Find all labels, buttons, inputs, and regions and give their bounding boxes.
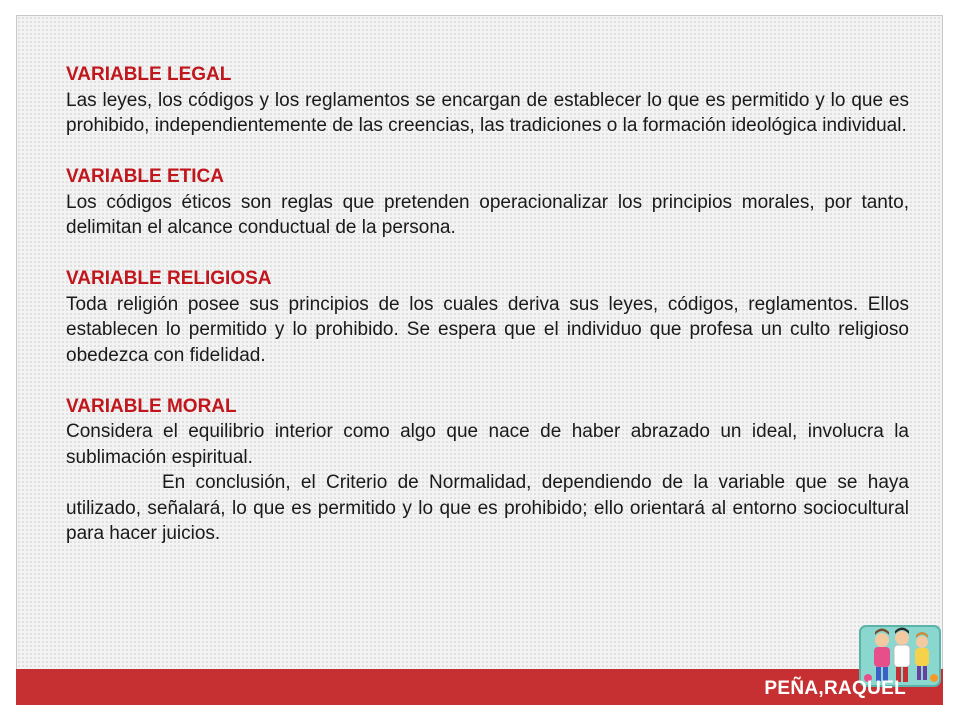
heading-legal: VARIABLE LEGAL: [66, 64, 232, 85]
heading-religiosa: VARIABLE RELIGIOSA: [66, 268, 272, 289]
paragraph-moral: Considera el equilibrio interior como algo que nace de haber abrazado un ideal, involucra la sublimación espiritual.: [66, 421, 909, 468]
heading-etica: VARIABLE ETICA: [66, 166, 224, 187]
spacer: [66, 368, 909, 394]
paragraph-conclusion: En conclusión, el Criterio de Normalidad, dependiendo de la variable que se haya utilizado, señalará, lo que es permitido y lo que es prohibido; ello orientará al entorno sociocultural para hacer juicios.: [66, 472, 909, 544]
spacer: [66, 139, 909, 165]
heading-moral: VARIABLE MORAL: [66, 395, 237, 417]
paragraph-religiosa: Toda religión posee sus principios de los cuales deriva sus leyes, códigos, reglamentos. Ellos establecen lo permitido y lo prohibido. Se espera que el individuo que profesa un culto religioso obedezca con fidelidad.: [66, 293, 909, 366]
paragraph-legal: Las leyes, los códigos y los reglamentos se encargan de establecer lo que es permitido y lo que es prohibido, independientemente de las creencias, las tradiciones o la formación ideológica individual.: [66, 89, 909, 136]
spacer: [66, 241, 909, 267]
author-name: PEÑA,RAQUEL: [764, 678, 906, 699]
slide-content: [66, 62, 909, 547]
paragraph-etica: Los códigos éticos son reglas que pretenden operacionalizar los principios morales, por tanto, delimitan el alcance conductual de la persona.: [66, 191, 909, 238]
